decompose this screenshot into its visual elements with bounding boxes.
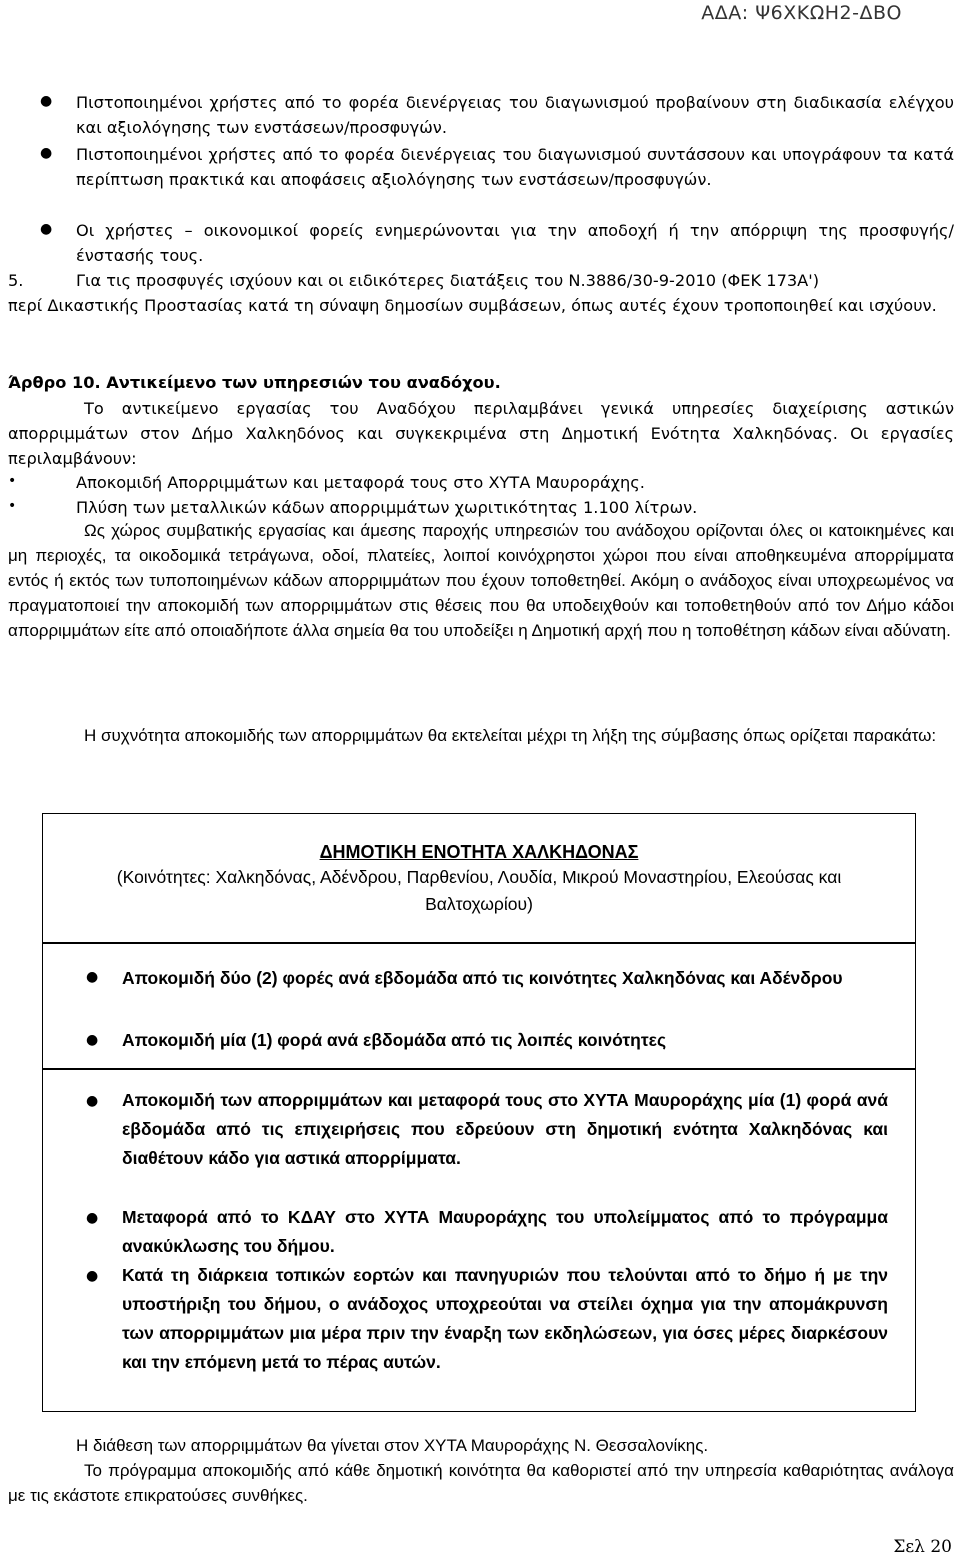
schedule-item: Κατά τη διάρκεια τοπικών εορτών και πανηγυριών που τελούνται από το δήμο ή με την υποστήριξη του δήμου, ο ανάδοχος υποχρεούται να στείλει όχημα για την απομάκρυνση των απορριμμάτων μια μέρα πριν την έναρξη των εκδηλώσεων, για όσες μέρες διαρκέσουν και την επόμενη μετά το πέρας αυτών.: [122, 1265, 888, 1372]
divider: [42, 942, 916, 944]
item-number: 5.: [8, 271, 24, 290]
bullet-dot: ●: [40, 221, 53, 237]
article-para2: Ως χώρος συμβατικής εργασίας και άμεσης παροχής υπηρεσιών του ανάδοχου ορίζονται όλες οι κατοικημένες και μη περιοχές, τα οικοδομικά τετράγωνα, οδοί, πλατείες, λοιποί κοινόχρηστοι χώροι που είναι αποθηκευμένα απορρίμματα εντός ή εκτός των τυποποιημένων κάδων απορριμμάτων που έχουν τοποθετηθεί. Ακόμη ο ανάδοχος είναι υποχρεωμένος να πραγματοποιεί την αποκομιδή των απορριμμάτων στις θέσεις που θα υποδειχθούν και τοποθετηθούν από τον Δήμο κάδοι απορριμμάτων είτε από οποιαδήποτε άλλα σημεία θα του υποδείξει η Δημοτική αρχή που η τοποθέτηση κάδων είναι αδύνατη.: [8, 521, 954, 640]
divider: [42, 1068, 916, 1070]
bullet-text: Πιστοποιημένοι χρήστες από το φορέα διενέργειας του διαγωνισμού συντάσσουν και υπογράφουν τα κατά περίπτωση πρακτικά και αποφάσεις αξιολόγησης των ενστάσεων/προσφυγών.: [76, 145, 954, 190]
box-title: ΔΗΜΟΤΙΚΗ ΕΝΟΤΗΤΑ ΧΑΛΚΗΔΟΝΑΣ: [319, 842, 639, 862]
article-heading: Άρθρο 10. Αντικείμενο των υπηρεσιών του αναδόχου.: [8, 373, 501, 392]
bullet-text: Οι χρήστες – οικονομικοί φορείς ενημερώνονται για την αποδοχή ή την απόρριψη της προσφυγής/ένστασής τους.: [76, 221, 954, 266]
bullet-dot: •: [8, 473, 17, 489]
bullet-dot: •: [8, 498, 17, 514]
bullet-text: Πιστοποιημένοι χρήστες από το φορέα διενέργειας του διαγωνισμού προβαίνουν στη διαδικασία ελέγχου και αξιολόγησης των ενστάσεων/προσφυγών.: [76, 93, 954, 138]
schedule-item: Αποκομιδή των απορριμμάτων και μεταφορά τους στο ΧΥΤΑ Μαυροράχης μία (1) φορά ανά εβδομάδα από τις επιχειρήσεις που εδρεύουν στη δημοτική ενότητα Χαλκηδόνας και διαθέτουν κάδο για αστικά απορρίμματα.: [122, 1090, 888, 1168]
closing-line1: Η διάθεση των απορριμμάτων θα γίνεται στον ΧΥΤΑ Μαυροράχης Ν. Θεσσαλονίκης.: [76, 1436, 709, 1455]
bullet-dot: ●: [86, 969, 99, 985]
service-bullet: Αποκομιδή Απορριμμάτων και μεταφορά τους στο ΧΥΤΑ Μαυροράχης.: [76, 473, 645, 492]
item5-text-a: Για τις προσφυγές ισχύουν και οι ειδικότερες διατάξεις του Ν.3886/30-9-2010 (ΦΕΚ 173Α'): [76, 271, 820, 290]
bullet-dot: ●: [40, 93, 53, 109]
bullet-dot: ●: [86, 1093, 99, 1109]
bullet-dot: ●: [86, 1210, 99, 1226]
ada-code: ΑΔΑ: Ψ6ΧΚΩΗ2-ΔΒΟ: [701, 2, 902, 24]
box-subtitle: (Κοινότητες: Χαλκηδόνας, Αδένδρου, Παρθενίου, Λουδία, Μικρού Μοναστηρίου, Ελεούσας και Βαλτοχωρίου): [116, 867, 842, 914]
bullet-dot: ●: [40, 145, 53, 161]
schedule-item: Αποκομιδή δύο (2) φορές ανά εβδομάδα από τις κοινότητες Χαλκηδόνας και Αδένδρου: [122, 968, 843, 988]
item5-text-b: περί Δικαστικής Προστασίας κατά τη σύναψη δημοσίων συμβάσεων, όπως αυτές έχουν τροποποιηθεί και ισχύουν.: [8, 296, 937, 315]
article-para3: Η συχνότητα αποκομιδής των απορριμμάτων θα εκτελείται μέχρι τη λήξη της σύμβασης όπως ορίζεται παρακάτω:: [84, 726, 937, 745]
service-bullet: Πλύση των μεταλλικών κάδων απορριμμάτων χωριτικότητας 1.100 λίτρων.: [76, 498, 698, 517]
article-para1: Το αντικείμενο εργασίας του Αναδόχου περιλαμβάνει γενικά υπηρεσίες διαχείρισης αστικών απορριμμάτων στον Δήμο Χαλκηδόνος και συγκεκριμένα στη Δημοτική Ενότητα Χαλκηδόνας. Οι εργασίες περιλαμβάνουν:: [8, 399, 954, 469]
schedule-item: Αποκομιδή μία (1) φορά ανά εβδομάδα από τις λοιπές κοινότητες: [122, 1030, 667, 1050]
schedule-item: Μεταφορά από το ΚΔΑΥ στο ΧΥΤΑ Μαυροράχης του υπολείμματος από το πρόγραμμα ανακύκλωσης του δήμου.: [122, 1207, 888, 1256]
closing-line2: Το πρόγραμμα αποκομιδής από κάθε δημοτική κοινότητα θα καθοριστεί από την υπηρεσία καθαριότητας ανάλογα με τις εκάστοτε επικρατούσες συνθήκες.: [8, 1461, 954, 1505]
bullet-dot: ●: [86, 1032, 99, 1048]
bullet-dot: ●: [86, 1268, 99, 1284]
page-number: Σελ 20: [893, 1537, 952, 1557]
